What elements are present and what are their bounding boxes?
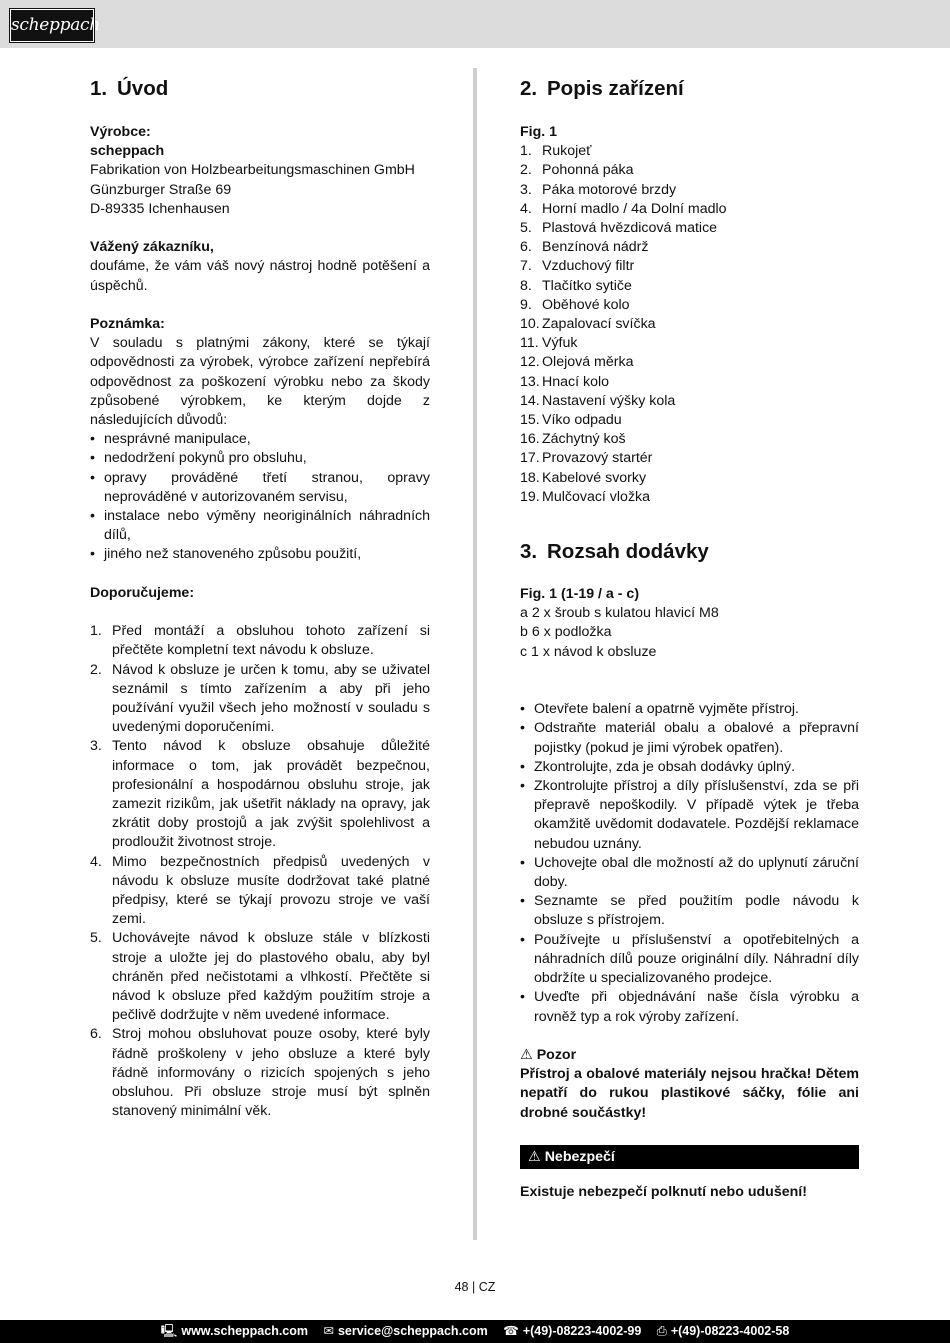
page-number: 48 | CZ bbox=[454, 1280, 496, 1294]
list-item: • nedodržení pokynů pro obsluhu, bbox=[90, 449, 430, 468]
phone-icon: ☎ bbox=[503, 1324, 519, 1338]
list-item: 15. Víko odpadu bbox=[520, 412, 622, 429]
caution-text: Přístroj a obalové materiály nejsou hračka! Dětem nepatří do rukou plastikové sáčky, fólie ani drobné součástky! bbox=[520, 1066, 859, 1121]
list-item: • Uchovejte obal dle možností až do uplynutí záruční doby. bbox=[520, 854, 859, 892]
list-item: • Seznamte se před použitím podle návodu k obsluze s přístrojem. bbox=[520, 892, 859, 930]
danger-label: Nebezpečí bbox=[544, 1148, 615, 1165]
list-item: 19. Mulčovací vložka bbox=[520, 488, 651, 505]
list-item: 5. Plastová hvězdicová matice bbox=[520, 220, 718, 237]
list-item: • Používejte u příslušenství a opotřebitelných a náhradních dílů pouze originální díly. Náhradní díly obdržíte u specializovaného prodejce. bbox=[520, 931, 859, 989]
footer-phone: +(49)-08223-4002-99 bbox=[522, 1324, 642, 1338]
warning-icon: ⚠ bbox=[520, 1046, 533, 1063]
customer-text: doufáme, že vám váš nový nástroj hodně potěšení a úspěchů. bbox=[90, 258, 430, 294]
section-2-heading: 2. Popis zařízení bbox=[520, 77, 684, 100]
customer-heading: Vážený zákazníku, bbox=[90, 239, 214, 256]
list-item: 4. Horní madlo / 4a Dolní madlo bbox=[520, 200, 727, 217]
list-item: 12. Olejová měrka bbox=[520, 354, 634, 371]
list-item: 11. Výfuk bbox=[520, 335, 578, 352]
note-block bbox=[90, 315, 430, 565]
note-text: V souladu s platnými zákony, které se týkají odpovědnosti za výrobek, výrobce zařízení nepřebírá odpovědnost za poškození výrobku nebo za škody způsobené výrobkem, ke kterým dojde z následujících důvodů: bbox=[90, 335, 430, 429]
delivery-figure-label: Fig. 1 (1-19 / a - c) bbox=[520, 586, 640, 603]
parts-list bbox=[520, 142, 859, 507]
list-item: 2. Návod k obsluze je určen k tomu, aby se uživatel seznámil s tímto zařízením a aby při jeho používání využil všech jeho možností v souladu s uvedenými doporučeními. bbox=[90, 661, 430, 736]
figure-label: Fig. 1 bbox=[520, 124, 558, 140]
left-column bbox=[90, 76, 430, 1122]
list-item: • Otevřete balení a opatrně vyjměte přístroj. bbox=[520, 700, 859, 719]
manufacturer-block bbox=[90, 123, 430, 219]
note-list bbox=[90, 430, 430, 564]
section-3-heading: 3. Rozsah dodávky bbox=[520, 540, 709, 564]
right-column bbox=[520, 76, 859, 1202]
computer-icon: 🖳 bbox=[160, 1324, 178, 1338]
fax-icon: ⎙ bbox=[656, 1324, 667, 1338]
list-item: 3. Páka motorové brzdy bbox=[520, 181, 677, 198]
warning-icon: ⚠ bbox=[528, 1148, 541, 1165]
list-item: 14. Nastavení výšky kola bbox=[520, 392, 676, 409]
manufacturer-heading: Výrobce: bbox=[90, 124, 151, 140]
manufacturer-line: Fabrikation von Holzbearbeitungsmaschinen GmbH bbox=[90, 162, 415, 179]
footer-fax: +(49)-08223-4002-58 bbox=[670, 1324, 790, 1338]
danger-text: Existuje nebezpečí polknutí nebo udušení! bbox=[520, 1183, 807, 1200]
list-item: • Uveďte při objednávání naše čísla výrobku a rovněž typ a rok výroby zařízení. bbox=[520, 988, 859, 1026]
caution-block bbox=[520, 1046, 859, 1123]
mail-icon: ✉ bbox=[323, 1324, 334, 1338]
recommend-heading: Doporučujeme: bbox=[90, 584, 195, 601]
customer-block bbox=[90, 238, 430, 296]
list-item: 2. Pohonná páka bbox=[520, 162, 634, 179]
list-item: 17. Provazový startér bbox=[520, 450, 653, 467]
section-1-heading: 1. Úvod bbox=[90, 77, 169, 100]
caution-heading: Pozor bbox=[536, 1046, 577, 1063]
footer-email[interactable]: service@scheppach.com bbox=[337, 1324, 488, 1338]
manufacturer-line: D-89335 Ichenhausen bbox=[90, 200, 230, 217]
list-item: 9. Oběhové kolo bbox=[520, 296, 630, 313]
list-item: 7. Vzduchový filtr bbox=[520, 258, 635, 275]
delivery-item: a 2 x šroub s kulatou hlavicí M8 bbox=[520, 605, 719, 622]
list-item: • jiného než stanoveného způsobu použití, bbox=[90, 545, 430, 564]
list-item: 1. Před montáží a obsluhou tohoto zařízení si přečtěte kompletní text návodu k obsluze. bbox=[90, 623, 430, 659]
list-item: 8. Tlačítko sytiče bbox=[520, 277, 632, 294]
recommend-list bbox=[90, 622, 430, 1121]
list-item: 5. Uchovávejte návod k obsluze stále v blízkosti stroje a uložte jej do plastového obalu, aby byl chráněn před nečistotami a vlhkostí. Přečtěte si návod k obsluze před každým použitím stroje a pečlivě dodržujte v něm uvedené informace. bbox=[90, 930, 430, 1024]
list-item: 10. Zapalovací svíčka bbox=[520, 316, 656, 333]
list-item: • Zkontrolujte přístroj a díly příslušenství, zda se při přepravě nepoškodily. V případě výtek je třeba okamžitě uvědomit dodavatele. Pozdější reklamace nebudou uznány. bbox=[520, 777, 859, 854]
column-divider bbox=[473, 68, 477, 1240]
list-item: 6. Stroj mohou obsluhovat pouze osoby, které byly řádně proškoleny v jeho obsluze a které byly řádně informovány o rizicích spojených s jeho obsluhou. Při obsluze stroje musí být splněn stanovený minimální věk. bbox=[90, 1026, 430, 1120]
list-item: • Odstraňte materiál obalu a obalové a přepravní pojistky (pokud je jimi výrobek opatřen). bbox=[520, 719, 859, 757]
footer-bar bbox=[0, 1320, 950, 1343]
danger-banner bbox=[520, 1145, 859, 1169]
note-heading: Poznámka: bbox=[90, 316, 165, 332]
delivery-item: c 1 x návod k obsluze bbox=[520, 643, 657, 660]
list-item: 4. Mimo bezpečnostních předpisů uvedených v návodu k obsluze musíte dodržovat také platné předpisy, které se týkají provozu stroje ve vaší zemi. bbox=[90, 853, 430, 928]
list-item: • Zkontrolujte, zda je obsah dodávky úplný. bbox=[520, 758, 859, 777]
footer-web[interactable]: www.scheppach.com bbox=[181, 1324, 309, 1338]
unpacking-list bbox=[520, 700, 859, 1026]
manufacturer-line: Günzburger Straße 69 bbox=[90, 181, 232, 198]
scheppach-logo: scheppach bbox=[10, 9, 94, 42]
list-item: • nesprávné manipulace, bbox=[90, 430, 430, 449]
list-item: 1. Rukojeť bbox=[520, 143, 592, 160]
list-item: 18. Kabelové svorky bbox=[520, 469, 647, 486]
list-item: • instalace nebo výměny neoriginálních náhradních dílů, bbox=[90, 507, 430, 545]
list-item: 3. Tento návod k obsluze obsahuje důležité informace o tom, jak provádět bezpečnou, profesionální a hospodárnou obsluhu stroje, jak zamezit rizikům, jak ušetřit náklady na opravy, jak zkrátit doby prostojů a jak zvýšit spolehlivost a prodloužit životnost stroje. bbox=[90, 738, 430, 851]
list-item: 6. Benzínová nádrž bbox=[520, 239, 649, 256]
recommend-block bbox=[90, 584, 430, 1122]
list-item: 13. Hnací kolo bbox=[520, 373, 610, 390]
delivery-item: b 6 x podložka bbox=[520, 624, 612, 641]
list-item: 16. Záchytný koš bbox=[520, 431, 626, 448]
header-bar bbox=[0, 0, 950, 48]
list-item: • opravy prováděné třetí stranou, opravy neprováděné v autorizovaném servisu, bbox=[90, 469, 430, 507]
manufacturer-name: scheppach bbox=[90, 143, 165, 160]
